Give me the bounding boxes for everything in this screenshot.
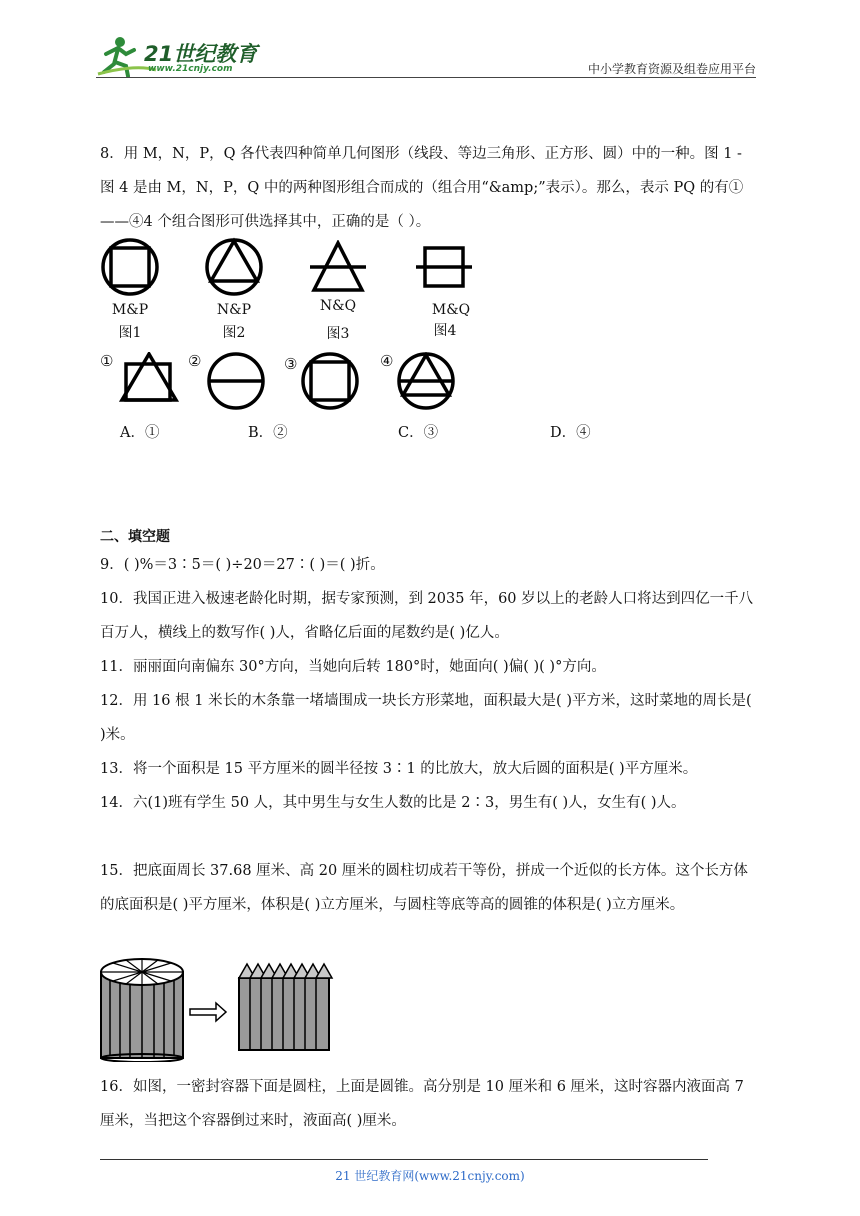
- figure-2-caption: 图2: [222, 325, 246, 341]
- choice-4-number: ④: [380, 352, 394, 370]
- header-platform-text: 中小学教育资源及组卷应用平台: [587, 62, 756, 76]
- logo-url: www.21cnjy.com: [148, 64, 233, 74]
- circle-triangle-icon: [204, 237, 264, 297]
- header-divider: [96, 77, 756, 78]
- figure-4-label: M&Q: [431, 302, 471, 318]
- choice-3-number: ③: [284, 355, 298, 373]
- question-16: 16．如图，一密封容器下面是圆柱，上面是圆锥。高分别是 10 厘米和 6 厘米，这时容器内液面高 7 厘米，当把这个容器倒过来时，液面高( )厘米。: [100, 1079, 744, 1129]
- circle-triangle-line-icon: [396, 352, 458, 412]
- option-d[interactable]: D．④: [550, 425, 591, 441]
- option-c[interactable]: C．③: [398, 425, 439, 441]
- logo-title: 21世纪教育: [144, 42, 258, 66]
- footer-text[interactable]: 21 世纪教育网(www.21cnjy.com): [335, 1169, 525, 1183]
- square-line-icon: [414, 244, 474, 290]
- circle-square-icon: [100, 237, 160, 297]
- question-8-text: 8．用 M，N，P，Q 各代表四种简单几何图形（线段、等边三角形、正方形、圆）中的一种。图 1 - 图 4 是由 M，N，P，Q 中的两种图形组合而成的（组合用“&amp;”表示）。那么，表示 PQ 的有①——④4 个组合图形可供选择其中，正确的是（ ）。: [100, 146, 744, 230]
- choice-2-number: ②: [188, 352, 202, 370]
- cylinder-to-cuboid-figure: [98, 956, 338, 1062]
- question-13: 13．将一个面积是 15 平方厘米的圆半径按 3∶1 的比放大，放大后圆的面积是( )平方厘米。: [100, 761, 698, 777]
- site-logo: [96, 34, 266, 80]
- footer-divider: [100, 1159, 708, 1160]
- figure-3-label: N&Q: [319, 298, 357, 314]
- figure-2-label: N&P: [216, 302, 252, 318]
- question-11: 11．丽丽面向南偏东 30°方向，当她向后转 180°时，她面向( )偏( )( )°方向。: [100, 659, 606, 675]
- circle-line-icon: [206, 352, 268, 412]
- figure-4-caption: 图4: [433, 323, 457, 339]
- option-b[interactable]: B．②: [248, 425, 288, 441]
- option-a[interactable]: A．①: [120, 425, 160, 441]
- question-9: 9．( )%＝3∶5＝( )÷20＝27∶( )＝( )折。: [100, 557, 385, 573]
- figure-1-caption: 图1: [118, 325, 142, 341]
- triangle-line-icon: [308, 240, 368, 296]
- figure-1-label: M&P: [111, 302, 149, 318]
- question-15: 15．把底面周长 37.68 厘米、高 20 厘米的圆柱切成若干等份，拼成一个近似的长方体。这个长方体的底面积是( )平方厘米，体积是( )立方厘米，与圆柱等底等高的圆锥的体积是( )立方厘米。: [100, 863, 748, 913]
- circle-square-icon: [300, 352, 362, 412]
- question-12: 12．用 16 根 1 米长的木条靠一堵墙围成一块长方形菜地，面积最大是( )平方米，这时菜地的周长是( )米。: [100, 693, 752, 743]
- figure-3-caption: 图3: [326, 326, 350, 342]
- question-14: 14．六(1)班有学生 50 人，其中男生与女生人数的比是 2∶3，男生有( )人，女生有( )人。: [100, 795, 686, 811]
- choice-1-number: ①: [100, 352, 114, 370]
- section-title: 二、填空题: [100, 529, 170, 545]
- question-10: 10．我国正进入极速老龄化时期，据专家预测，到 2035 年，60 岁以上的老龄人口将达到四亿一千八百万人，横线上的数写作( )人，省略亿后面的尾数约是( )亿人。: [100, 591, 754, 641]
- square-triangle-icon: [118, 352, 180, 404]
